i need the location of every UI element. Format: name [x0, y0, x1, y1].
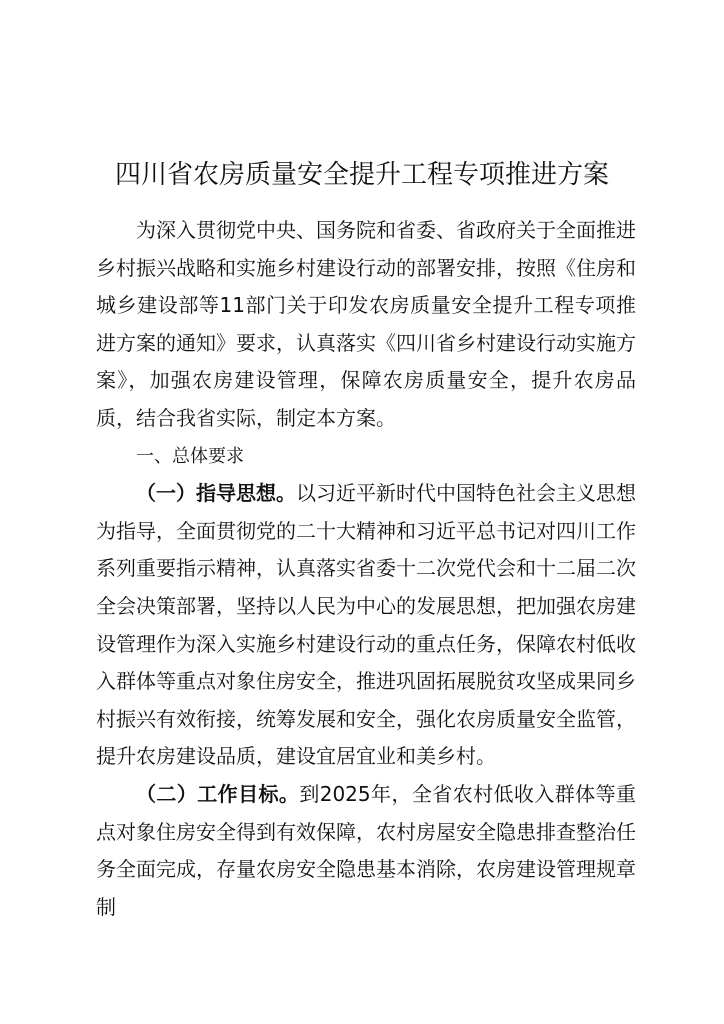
work-goals-paragraph — [96, 776, 636, 926]
work-goals-text: 到2025年，全省农村低收入群体等重点对象住房安全得到有效保障，农村房屋安全隐患排查整治任务全面完成，存量农房安全隐患基本消除，农房建设管理规章制 — [96, 781, 636, 919]
document-title: 四川省农房质量安全提升工程专项推进方案 — [114, 160, 609, 191]
guiding-ideology-paragraph — [96, 475, 636, 776]
section-heading: 一、总体要求 — [136, 445, 244, 467]
document-body — [96, 212, 636, 926]
guiding-ideology-text: 以习近平新时代中国特色社会主义思想为指导，全面贯彻党的二十大精神和习近平总书记对四川工作系列重要指示精神，认真落实省委十二次党代会和十二届二次全会决策部署，坚持以人民为中心的发展思想，把加强农房建设管理作为深入实施乡村建设行动的重点任务，保障农村低收入群体等重点对象住房安全，推进巩固拓展脱贫攻坚成果同乡村振兴有效衔接，统筹发展和安全，强化农房质量安全监管，提升农房建设品质，建设宜居宜业和美乡村。 — [96, 481, 636, 769]
guiding-ideology-label: （一）指导思想。 — [136, 481, 296, 506]
intro-paragraph: 为深入贯彻党中央、国务院和省委、省政府关于全面推进乡村振兴战略和实施乡村建设行动的部署安排，按照《住房和城乡建设部等11部门关于印发农房质量安全提升工程专项推进方案的通知》要求，认真落实《四川省乡村建设行动实施方案》，加强农房建设管理，保障农房质量安全，提升农房品质，结合我省实际，制定本方案。 — [96, 218, 636, 430]
work-goals-label: （二）工作目标。 — [136, 781, 300, 806]
